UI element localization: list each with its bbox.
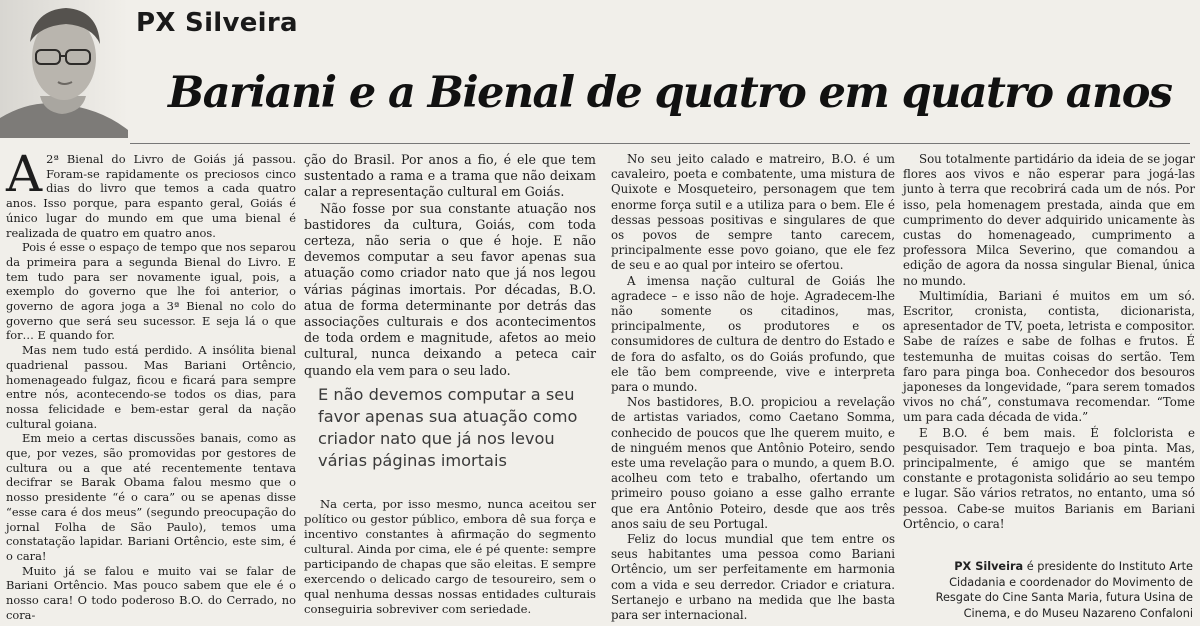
paragraph: Nos bastidores, B.O. propiciou a revelação de artistas variados, como Caetano Somma, conhecido de poucos que lhe querem muito, e de ninguém menos que Antônio Poteiro, sendo este uma revelação para o mundo, a quem B.O. acolheu com teto e trabalho, ofertando um primeiro pouso goiano a esse galho errante que era Antônio Poteiro, desde que aos três anos saiu de seu Portugal.	[611, 395, 895, 531]
paragraph: A 2ª Bienal do Livro de Goiás já passou. Foram-se rapidamente os preciosos cinco dias do livro que temos a cada quatro anos. Isso porque, para espanto geral, Goiás é único lugar do mundo em que uma bienal é realizada de quatro em quatro anos.	[6, 145, 296, 240]
paragraph: Multimídia, Bariani é muitos em um só. Escritor, cronista, contista, dicionarista, apresentador de TV, poeta, letrista e compositor. Sabe de raízes e sabe de folhas e frutos. É testemunha de muitas coisas do sertão. Tem faro para pinga boa. Conhecedor dos besouros japoneses da longevidade, “para serem tomados vivos no chá”, constumava recomendar. “Tome um para cada década de vida.”	[903, 288, 1195, 425]
pull-quote: E não devemos computar a seu favor apenas sua atuação como criador nato que já nos levou várias páginas imortais	[318, 385, 578, 470]
article-column-1	[6, 145, 296, 623]
author-photo-illustration	[0, 0, 128, 138]
article-column-4	[903, 152, 1195, 532]
paragraph: Feliz do locus mundial que tem entre os seus habitantes uma pessoa como Bariani Ortêncio, um ser perfeitamente em harmonia com a vida e seu derredor. Criador e criatura. Sertanejo e urbano na medida que lhe basta para ser internacional.	[611, 532, 895, 623]
paragraph: Em meio a certas discussões banais, como as que, por vezes, são promovidas por gestores de cultura ou a que até recentemente tentava decifrar se Barak Obama falou mesmo que o nosso presidente “é o cara” ou se apenas disse “esse cara é dos meus” (segundo preocupação do jornal Folha de São Paulo), temos uma constatação lapidar. Bariani Ortêncio, este sim, é o cara!	[6, 431, 296, 563]
author-bio	[903, 559, 1193, 621]
article-headline: Bariani e a Bienal de quatro em quatro anos	[168, 68, 1172, 118]
paragraph: Pois é esse o espaço de tempo que nos separou da primeira para a segunda Bienal do Livro. E tem tudo para ser novamente igual, pois, a exemplo do governo que lhe foi anterior, o governo de agora joga a 3ª Bienal no colo do governo que será seu sucessor. E seja lá o que for… E quando for.	[6, 240, 296, 343]
paragraph: Mas nem tudo está perdido. A insólita bienal quadrienal passou. Mas Bariani Ortêncio, homenageado fulgaz, ficou e ficará para sempre entre nós, acontecendo-se todos os dias, para nossa felicidade e bem-estar geral da nação cultural goiana.	[6, 343, 296, 431]
author-name: PX Silveira	[136, 8, 298, 38]
paragraph: No seu jeito calado e matreiro, B.O. é um cavaleiro, poeta e combatente, uma mistura de Quixote e Mosqueteiro, personagem que tem enorme força sutil e a utiliza para o bem. Ele é dessas pessoas positivas e singulares de que os povos de sempre tanto carecem, principalmente esse povo goiano, que ele fez de seu e ao qual por inteiro se ofertou.	[611, 152, 895, 273]
header-divider	[130, 143, 1190, 144]
author-portrait	[0, 0, 128, 138]
article-column-3	[611, 152, 895, 623]
paragraph: Na certa, por isso mesmo, nunca aceitou ser político ou gestor público, embora dê sua força e incentivo constantes à afirmação do segmento cultural. Ainda por cima, ele é pé quente: sempre participando de chapas que são eleitas. E sempre exercendo o delicado cargo de tesoureiro, sem o qual nenhuma dessas nossas entidades culturais conseguiria sobreviver com seriedade.	[304, 497, 596, 616]
article-column-2	[304, 152, 596, 379]
drop-cap: A	[6, 145, 43, 203]
paragraph: A imensa nação cultural de Goiás lhe agradece – e isso não de hoje. Agradecem-lhe não somente os citadinos, mas, principalmente, os produtores e os consumidores de cultura de dentro do Estado e de fora do asfalto, os do Goiás profundo, que ele tão bem compreende, vive e interpreta para o mundo.	[611, 273, 895, 395]
paragraph: Não fosse por sua constante atuação nos bastidores da cultura, Goiás, com toda certeza, não seria o que é hoje. E não devemos computar a seu favor apenas sua atuação como criador nato que já nos legou várias páginas imortais. Por décadas, B.O. atua de forma determinante por detrás das associações culturais e dos acontecimentos de toda ordem e magnitude, afetos ao meio cultural, nunca deixando a peteca cair quando ela vem para o seu lado.	[304, 200, 596, 378]
paragraph: Muito já se falou e muito vai se falar de Bariani Ortêncio. Mas pouco sabem que ele é o nosso cara! O todo poderoso B.O. do Cerrado, no cora-	[6, 563, 296, 622]
paragraph: ção do Brasil. Por anos a fio, é ele que tem sustentado a rama e a trama que não deixam calar a representação cultural em Goiás.	[304, 152, 596, 200]
article-column-2-lower	[304, 497, 596, 617]
paragraph: E B.O. é bem mais. É folclorista e pesquisador. Tem traquejo e boa pinta. Mas, principalmente, é amigo que se mantém constante e protagonista solidário ao seu tempo e lugar. São vários retratos, no entanto, uma só pessoa. Cabe-se muitos Barianis em Bariani Ortêncio, o cara!	[903, 425, 1195, 531]
bio-author-name: PX Silveira	[954, 560, 1024, 573]
paragraph: Sou totalmente partidário da ideia de se jogar flores aos vivos e não esperar para jogá-las junto à terra que recobrirá cada um de nós. Por isso, pela homenagem prestada, ainda que em cumprimento do dever adquirido unicamente às custas do homenageado, cumprimento a professora Milca Severino, que comandou a edição de agora da nossa singular Bienal, única no mundo.	[903, 152, 1195, 288]
bio-text: é presidente do Instituto Arte Cidadania e coordenador do Movimento de Resgate do Cine Santa Maria, futura Usina de Cinema, e do Museu Nazareno Confaloni	[935, 560, 1193, 620]
